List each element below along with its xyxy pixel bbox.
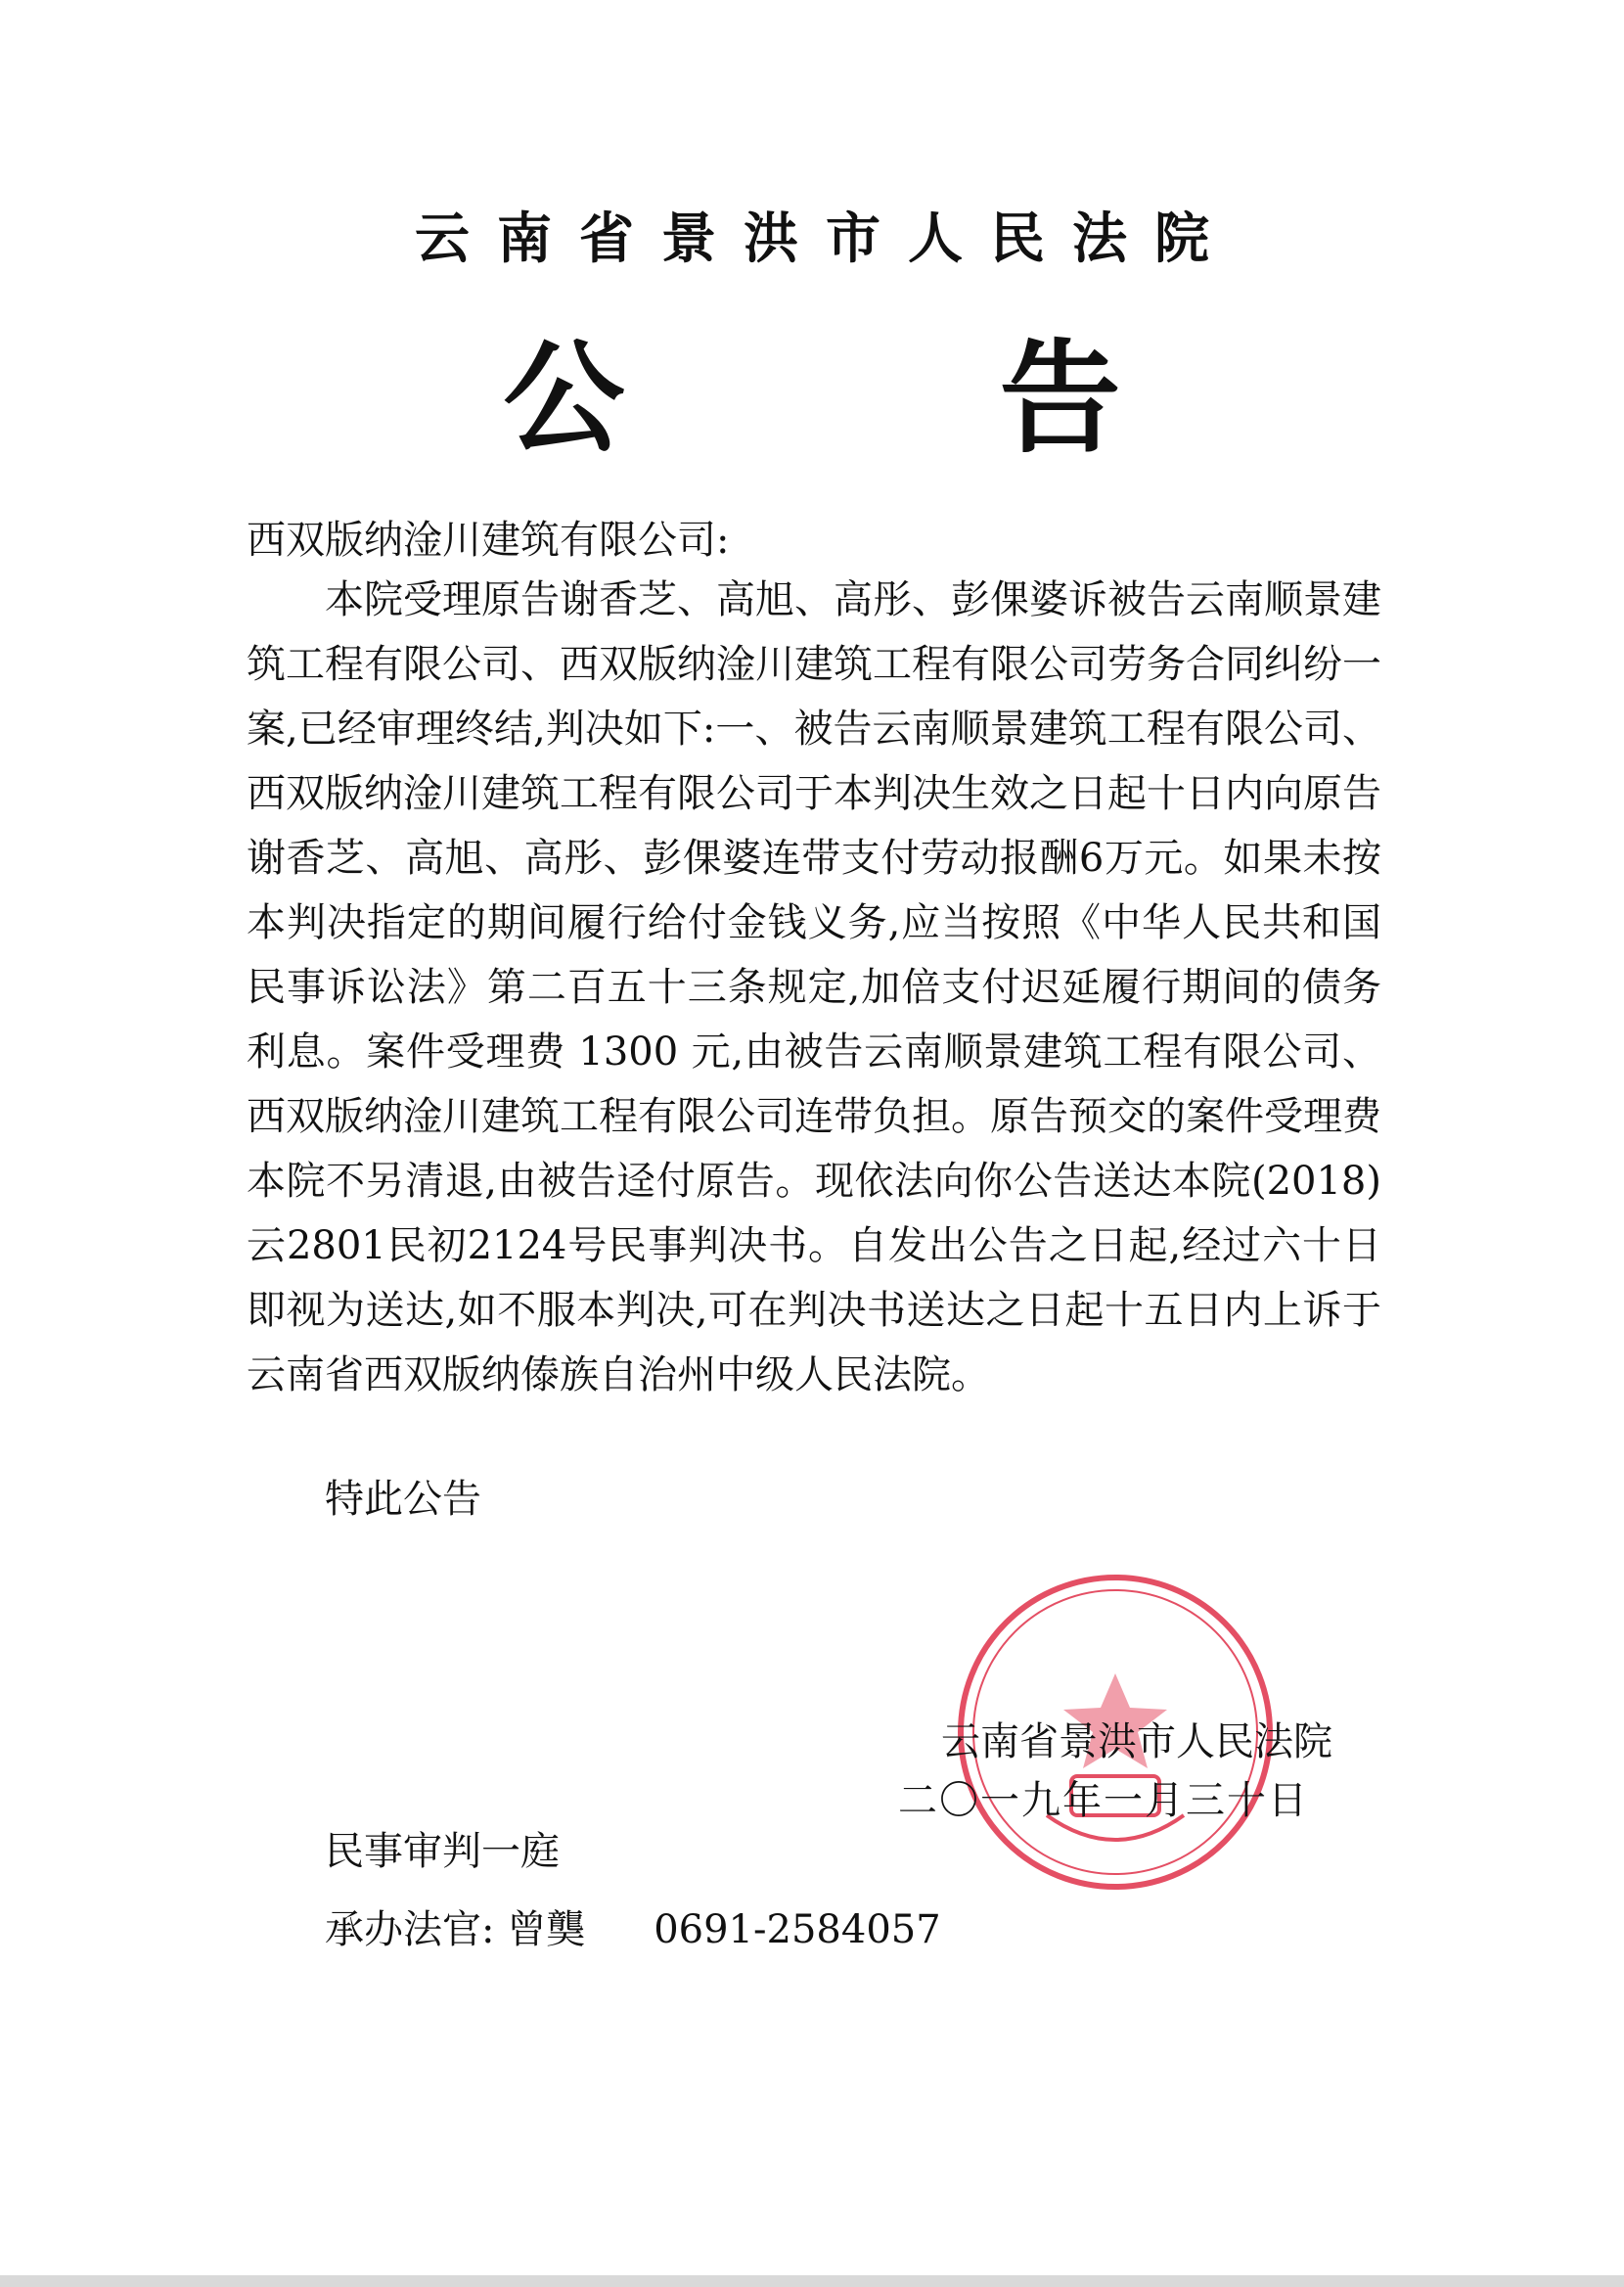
closing-phrase: 特此公告	[325, 1477, 481, 1522]
notice-body: 本院受理原告谢香芝、高旭、高彤、彭倮婆诉被告云南顺景建筑工程有限公司、西双版纳淦川建筑工程有限公司劳务合同纠纷一案,已经审理终结,判决如下:一、被告云南顺景建筑工程有限公司、西双版纳淦川建筑工程有限公司于本判决生效之日起十日内向原告谢香芝、高旭、高彤、彭倮婆连带支付劳动报酬6万元。如果未按本判决指定的期间履行给付金钱义务,应当按照《中华人民共和国民事诉讼法》第二百五十三条规定,加倍支付迟延履行期间的债务利息。案件受理费 1300 元,由被告云南顺景建筑工程有限公司、西双版纳淦川建筑工程有限公司连带负担。原告预交的案件受理费本院不另清退,由被告迳付原告。现依法向你公告送达本院(2018)云2801民初2124号民事判决书。自发出公告之日起,经过六十日即视为送达,如不服本判决,可在判决书送达之日起十五日内上诉于云南省西双版纳傣族自治州中级人民法院。	[247, 577, 1381, 1397]
scan-edge	[0, 2275, 1624, 2287]
addressee: 西双版纳淦川建筑有限公司:	[247, 518, 730, 563]
signature-date: 二〇一九年一月三十日	[898, 1778, 1309, 1823]
signature-court: 云南省景洪市人民法院	[941, 1719, 1332, 1764]
judge-label: 承办法官: 曾龑	[325, 1907, 586, 1952]
court-name-header: 云南省景洪市人民法院	[415, 207, 1237, 271]
division-name: 民事审判一庭	[325, 1829, 560, 1874]
document-title: 公 告	[503, 329, 1287, 470]
phone-number: 0691-2584057	[654, 1907, 941, 1952]
judge-contact-line	[325, 1898, 941, 1954]
